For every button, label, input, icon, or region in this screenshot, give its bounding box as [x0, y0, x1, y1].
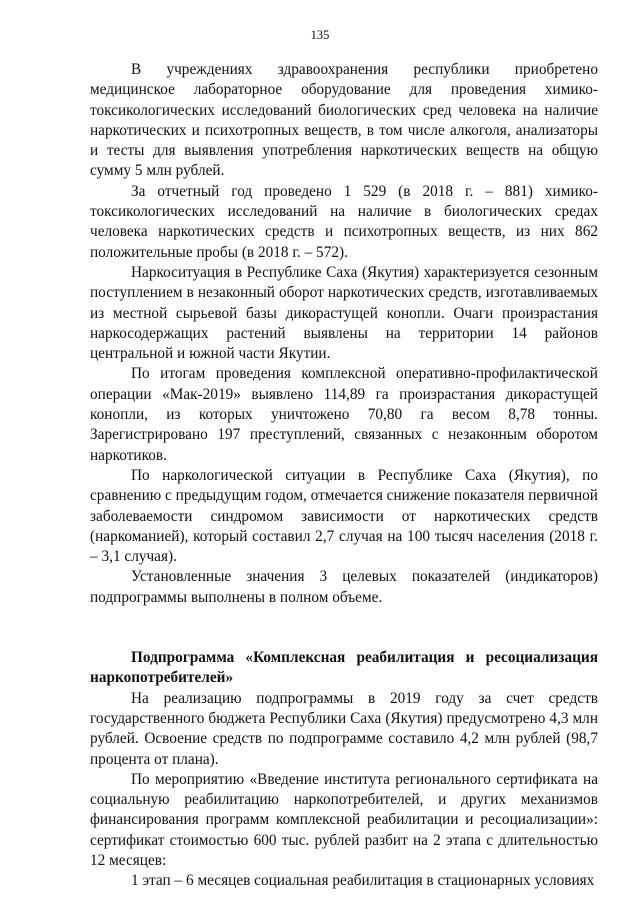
- section-spacer: [90, 628, 598, 648]
- subprogram-heading: Подпрограмма «Комплексная реабилитация и ресоциализация наркопотребителей»: [90, 649, 598, 687]
- page-number: 135: [310, 28, 330, 42]
- paragraph-mak-2019-operation: По итогам проведения комплексной оперативно-профилактической операции «Мак-2019» выявлено 114,89 га произрастания дикорастущей конопли, из которых уничтожено 70,80 га весом 8,78 тонны. Зарегистрировано 197 преступлений, связанных с незаконным оборотом наркотиков.: [90, 365, 598, 464]
- paragraph-lab-equipment: В учреждениях здравоохранения республики приобретено медицинское лабораторное оборудование для проведения химико-токсикологических исследований биологических сред человека на наличие наркотических и психотропных веществ, в том числе алкоголя, анализаторы и тесты для выявления употребления наркотических веществ на общую сумму 5 млн рублей.: [90, 61, 598, 180]
- section-spacer: [90, 608, 598, 628]
- paragraph-subprogram-funding: На реализацию подпрограммы в 2019 году за счет средств государственного бюджета Республики Саха (Якутия) предусмотрено 4,3 млн рублей. Освоение средств по подпрограмме составило 4,2 млн рублей (98,7 процента от плана).: [90, 689, 598, 768]
- paragraph-narcology-situation: По наркологической ситуации в Республике Саха (Якутия), по сравнению с предыдущим годом, отмечается снижение показателя первичной заболеваемости синдромом зависимости от наркотических средств (наркоманией), который составил 2,7 случая на 100 тысяч населения (2018 г. – 3,1 случая).: [90, 466, 598, 566]
- paragraph-stage-1: 1 этап – 6 месяцев социальная реабилитация в стационарных условиях: [131, 872, 595, 890]
- paragraph-drug-situation: Наркоситуация в Республике Саха (Якутия) характеризуется сезонным поступлением в незаконный оборот наркотических средств, изготавливаемых из местной сырьевой базы дикорастущей конопли. Очаги произрастания наркосодержащих растений выявлены на территории 14 районов центральной и южной части Якутии.: [90, 263, 598, 363]
- paragraph-indicators-fulfilled: Установленные значения 3 целевых показателей (индикаторов) подпрограммы выполнены в полном объеме.: [90, 568, 598, 606]
- document-body: [90, 60, 598, 892]
- paragraph-certificate-measure: По мероприятию «Введение института регионального сертификата на социальную реабилитацию наркопотребителей, и других механизмов финансирования программ комплексной реабилитации и ресоциализации»: сертификат стоимостью 600 тыс. рублей разбит на 2 этапа с длительностью 12 месяцев:: [90, 770, 598, 869]
- paragraph-toxicology-studies: За отчетный год проведено 1 529 (в 2018 г. – 881) химико-токсикологических исследований на наличие в биологических средах человека наркотических средств и психотропных веществ, из них 862 положительные пробы (в 2018 г. – 572).: [90, 182, 598, 261]
